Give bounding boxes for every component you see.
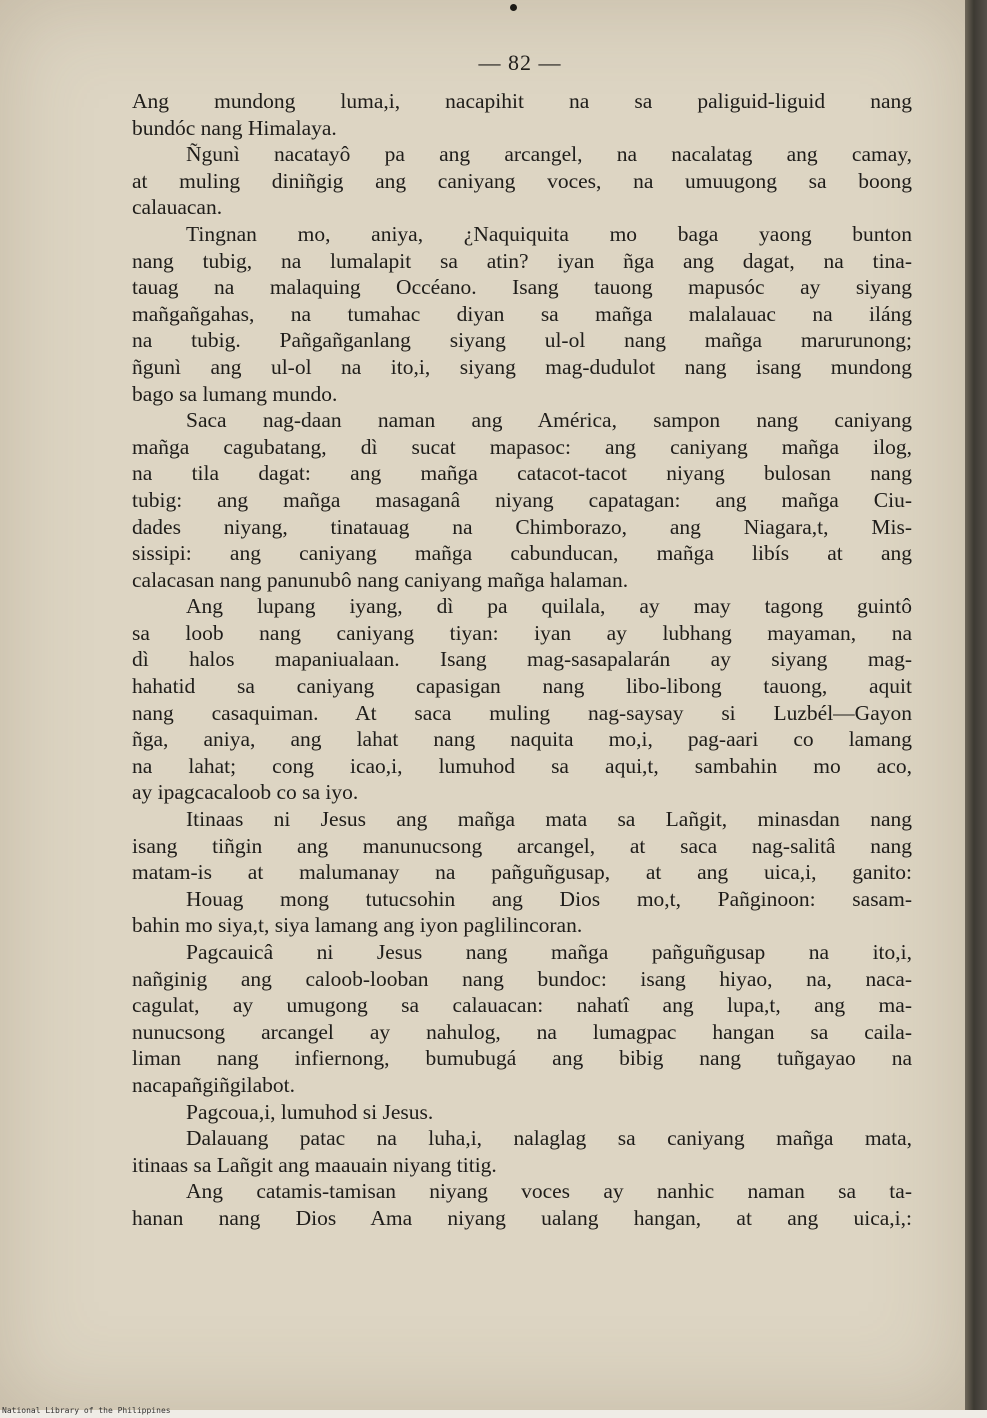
text-line: Ang catamis-tamisan niyang voces ay nanhic naman sa ta-: [186, 1179, 912, 1204]
page-edge: [965, 0, 987, 1410]
text-line: ñgunì ang ul-ol na ito,i, siyang mag-dudulot nang isang mundong: [132, 354, 912, 379]
text-line: Pagcoua,i, lumuhod si Jesus.: [186, 1099, 434, 1124]
text-line: na lahat; cong icao,i, lumuhod sa aqui,t, sambahin mo aco,: [132, 753, 912, 778]
text-line: dades niyang, tinatauag na Chimborazo, ang Niagara,t, Mis-: [132, 514, 912, 539]
text-line: nang casaquiman. At saca muling nag-saysay si Luzbél—Gayon: [132, 700, 912, 725]
text-line: nang tubig, na lumalapit sa atin? iyan ñga ang dagat, na tina-: [132, 248, 912, 273]
text-line: hanan nang Dios Ama niyang ualang hangan, at ang uica,i,:: [132, 1205, 912, 1230]
text-line: Itinaas ni Jesus ang mañga mata sa Lañgit, minasdan nang: [186, 807, 912, 832]
footer-credit: National Library of the Philippines: [2, 1406, 171, 1415]
text-line: itinaas sa Lañgit ang maauain niyang titig.: [132, 1152, 497, 1177]
text-line: calauacan.: [132, 195, 223, 220]
text-line: ñga, aniya, ang lahat nang naquita mo,i, pag-aari co lamang: [132, 727, 912, 752]
text-line: cagulat, ay umugong sa calauacan: nahatî ang lupa,t, ang ma-: [132, 993, 912, 1018]
text-line: ay ipagcacaloob co sa iyo.: [132, 780, 359, 805]
text-line: tubig: ang mañga masaganâ niyang capatagan: ang mañga Ciu-: [132, 487, 912, 512]
text-line: Ñgunì nacatayô pa ang arcangel, na nacalatag ang camay,: [186, 142, 912, 167]
text-line: nunucsong arcangel ay nahulog, na lumagpac hangan sa caila-: [132, 1019, 912, 1044]
text-line: bahin mo siya,t, siya lamang ang iyon paglilincoran.: [132, 913, 583, 938]
text-line: isang tiñgin ang manunucsong arcangel, at saca nag-salitâ nang: [132, 833, 912, 858]
ink-dot: [510, 4, 517, 11]
text-line: Saca nag-daan naman ang América, sampon nang caniyang: [186, 408, 912, 433]
text-line: sa loob nang caniyang tiyan: iyan ay lubhang mayaman, na: [132, 620, 912, 645]
text-line: mañga cagubatang, dì sucat mapasoc: ang caniyang mañga ilog,: [132, 434, 912, 459]
text-line: nañginig ang caloob-looban nang bundoc: isang hiyao, na, naca-: [132, 966, 912, 991]
text-line: na tila dagat: ang mañga catacot-tacot niyang bulosan nang: [132, 461, 912, 486]
text-line: bago sa lumang mundo.: [132, 381, 338, 406]
text-line: sissipi: ang caniyang mañga cabunducan, mañga libís at ang: [132, 541, 912, 566]
text-line: na tubig. Pañgañganlang siyang ul-ol nang mañga marurunong;: [132, 328, 912, 353]
text-line: calacasan nang panunubô nang caniyang mañga halaman.: [132, 567, 629, 592]
page-number: — 82 —: [478, 50, 562, 75]
text-line: hahatid sa caniyang capasigan nang libo-libong tauong, aquit: [132, 674, 912, 699]
text-line: nacapañgiñgilabot.: [132, 1072, 295, 1097]
text-line: mañgañgahas, na tumahac diyan sa mañga malalauac na iláng: [132, 301, 912, 326]
text-line: Ang lupang iyang, dì pa quilala, ay may tagong guintô: [186, 594, 912, 619]
text-line: liman nang infiernong, bumubugá ang bibig nang tuñgayao na: [132, 1046, 912, 1071]
body-text: [132, 88, 912, 1232]
text-line: Tingnan mo, aniya, ¿Naquiquita mo baga yaong bunton: [186, 221, 912, 246]
text-line: matam-is at malumanay na pañguñgusap, at ang uica,i, ganito:: [132, 860, 912, 885]
text-line: Houag mong tutucsohin ang Dios mo,t, Pañginoon: sasam-: [186, 886, 912, 911]
text-line: Ang mundong luma,i, nacapihit na sa paliguid-liguid nang: [132, 89, 912, 113]
text-line: at muling diniñgig ang caniyang voces, na umuugong sa boong: [132, 168, 912, 193]
text-line: bundóc nang Himalaya.: [132, 115, 337, 140]
text-line: Dalauang patac na luha,i, nalaglag sa caniyang mañga mata,: [186, 1126, 912, 1151]
text-line: tauag na malaquing Occéano. Isang tauong mapusóc ay siyang: [132, 275, 912, 300]
text-line: dì halos mapaniualaan. Isang mag-sasapalarán ay siyang mag-: [132, 647, 912, 672]
text-line: Pagcauicâ ni Jesus nang mañga pañguñgusap na ito,i,: [186, 940, 912, 964]
